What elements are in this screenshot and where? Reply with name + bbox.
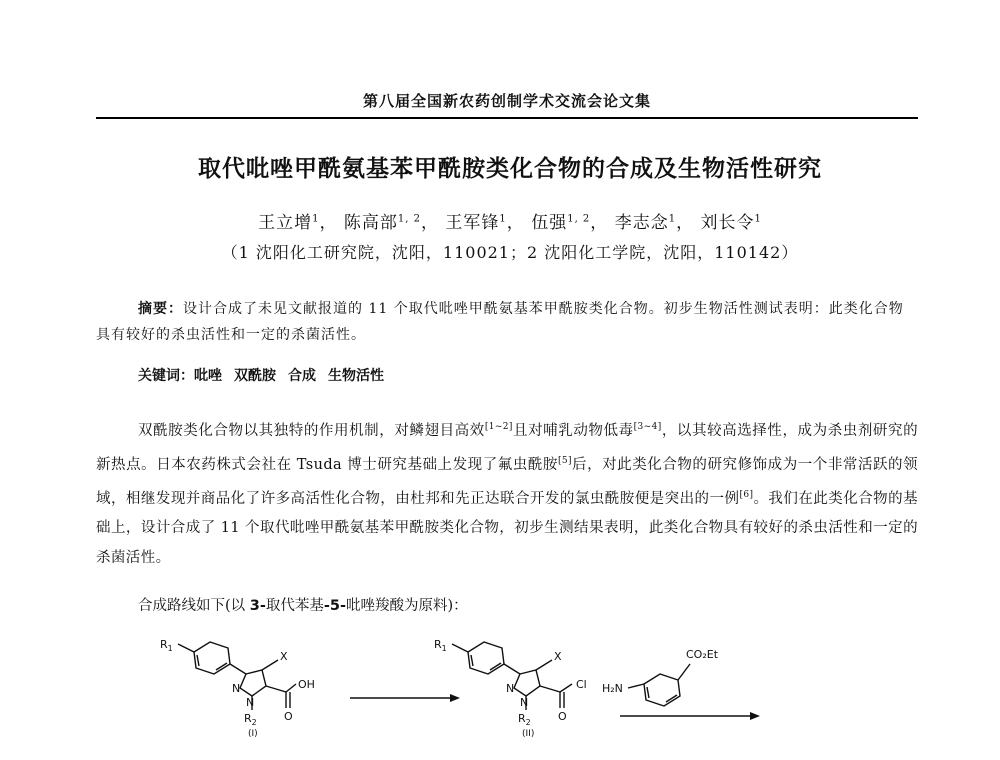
author-affiliation: 1, 2 <box>397 213 422 225</box>
hydroxyl-label: OH <box>298 678 315 691</box>
nitrogen-label: N <box>506 682 515 695</box>
keyword: 生物活性 <box>328 368 384 384</box>
author-name: 王立增 <box>258 213 313 233</box>
abstract-text: 设计合成了未见文献报道的 11 个取代吡唑甲酰氨基苯甲酰胺类化合物。初步生物活性测试表明：此类化合物具有较好的杀虫活性和一定的杀菌活性。 <box>96 301 904 343</box>
route-text: 合成路线如下(以 <box>138 598 250 614</box>
ester-label: CO₂Et <box>686 648 719 661</box>
keyword: 合成 <box>288 368 316 384</box>
oxygen-label: O <box>558 710 567 723</box>
nitrogen-label: N <box>246 696 255 709</box>
abstract <box>96 296 918 348</box>
header-rule <box>96 117 918 119</box>
author-affiliation: 1 <box>668 213 677 225</box>
citation: [6] <box>739 489 754 500</box>
introduction-paragraph <box>96 412 918 573</box>
keywords <box>138 365 396 385</box>
author-name: 伍强 <box>531 213 568 233</box>
running-header: 第八届全国新农药创制学术交流会论文集 <box>362 92 651 110</box>
author-affiliation: 1 <box>754 213 762 225</box>
route-text: 3- <box>249 598 266 614</box>
reagent-structure <box>628 664 690 706</box>
synthesis-route-intro <box>138 594 468 615</box>
citation: [5] <box>557 455 572 466</box>
chloro-label: Cl <box>576 678 587 691</box>
oxygen-label: O <box>284 710 293 723</box>
author-affiliation: 1 <box>499 213 507 225</box>
compound-2-label: (II) <box>522 729 535 739</box>
synthesis-scheme <box>150 618 770 760</box>
keyword: 吡唑 <box>194 368 222 384</box>
reaction-arrow-head <box>450 694 460 702</box>
route-text: -5- <box>323 598 347 614</box>
keyword: 双酰胺 <box>234 368 276 384</box>
nitrogen-label: N <box>232 682 241 695</box>
r1-label: $R_1$ <box>434 638 447 653</box>
route-text: 取代苯基 <box>265 598 324 614</box>
nitrogen-label: N <box>520 696 529 709</box>
author-name: 陈高部 <box>343 213 398 233</box>
compound-1-label: (I) <box>248 729 258 739</box>
author-list: 王立增$^1$， 陈高部$^{1, 2}$， 王军锋$^1$， 伍强$^{1, 2}$， 李志念$^1$， 刘长令$^1$ <box>258 213 762 233</box>
r1-label: $R_1$ <box>160 638 173 653</box>
author-affiliation: 1 <box>312 213 320 225</box>
author-name: 李志念 <box>614 213 669 233</box>
abstract-label: 摘要： <box>138 301 183 317</box>
affiliations: （1 沈阳化工研究院，沈阳，110021；2 沈阳化工学院，沈阳，110142） <box>221 243 799 262</box>
x-substituent: X <box>554 650 562 663</box>
body-text-segment: 后，对此类化合物的研究修饰成为一个非常活跃的领域，相继发现并商品化了许多高活性化合物，由杜邦和先正达联合开发的氯虫酰胺便是突出的一例 <box>96 456 918 507</box>
paper-title: 取代吡唑甲酰氨基苯甲酰胺类化合物的合成及生物活性研究 <box>198 156 822 182</box>
route-text: 吡唑羧酸为原料)： <box>346 598 468 614</box>
author-name: 王军锋 <box>445 213 500 233</box>
author-name: 刘长令 <box>700 213 755 233</box>
author-affiliation: 1, 2 <box>567 213 591 225</box>
citation: [3~4] <box>633 422 662 432</box>
reaction-arrow-head <box>750 712 760 720</box>
r2-label: $R_2$ <box>518 712 531 727</box>
keywords-label: 关键词： <box>138 368 194 384</box>
r2-label: $R_2$ <box>244 712 257 727</box>
citation: [1~2] <box>484 422 513 432</box>
x-substituent: X <box>280 650 288 663</box>
body-text-segment: 双酰胺类化合物以其独特的作用机制，对鳞翅目高效 <box>138 422 485 439</box>
body-text-segment: ，以其较高选择性，成为杀虫剂研究的新热点。日本农药株式会社在 Tsuda 博士研究基础上发现了氟虫酰胺 <box>96 422 918 473</box>
amine-label: H₂N <box>602 682 623 695</box>
body-text-segment: 且对哺乳动物低毒 <box>512 422 634 439</box>
body-text-segment: 。我们在此类化合物的基础上，设计合成了 11 个取代吡唑甲酰氨基苯甲酰胺类化合物，初步生测结果表明，此类化合物具有较好的杀虫活性和一定的杀菌活性。 <box>96 490 918 567</box>
compound-1-structure <box>160 638 296 710</box>
